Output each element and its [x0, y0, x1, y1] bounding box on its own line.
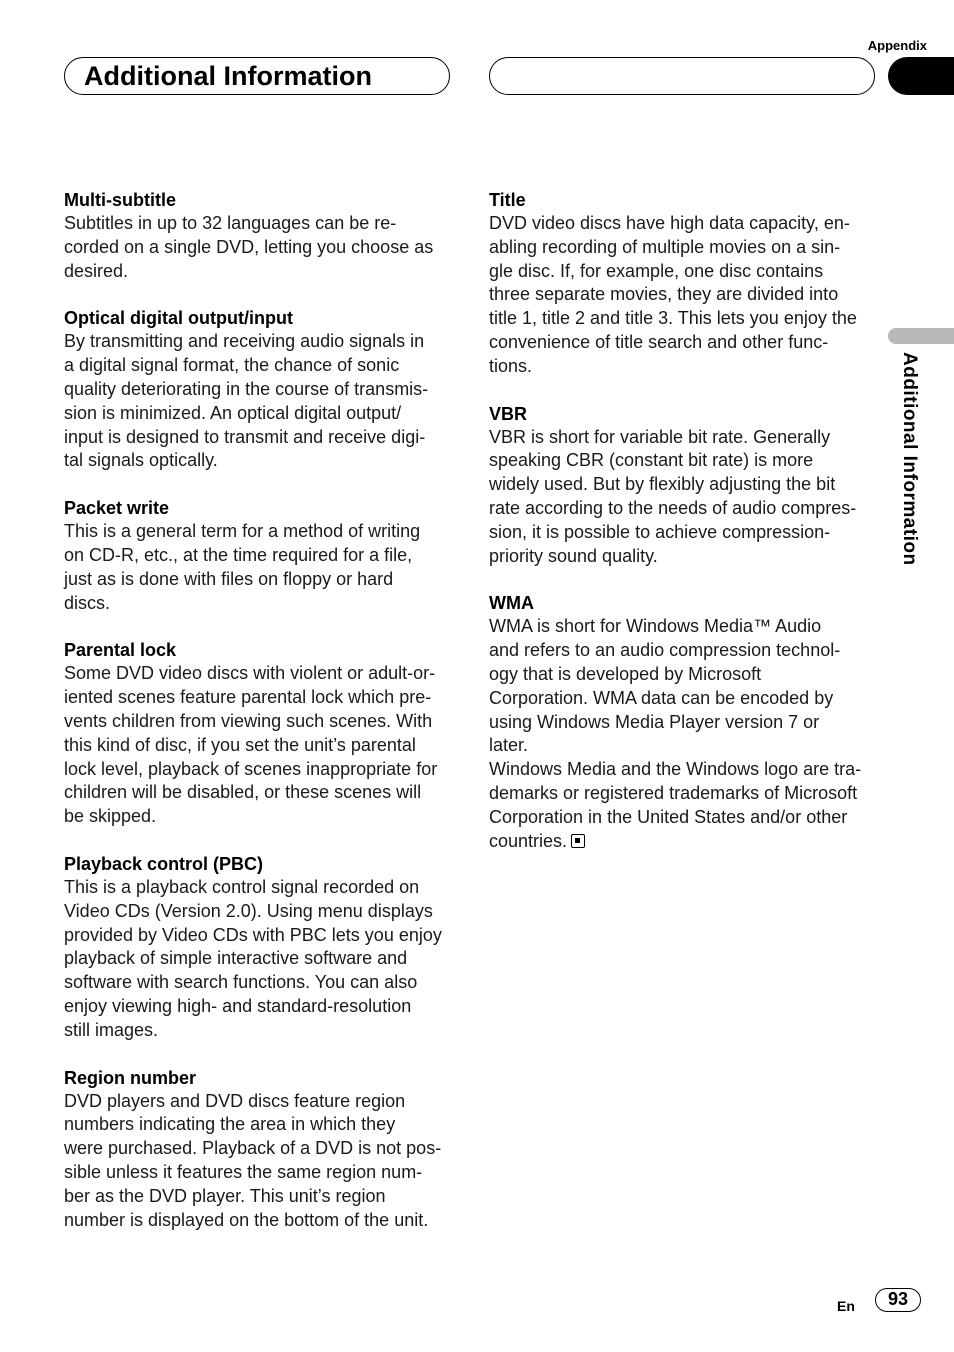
left-column	[64, 188, 456, 1255]
glossary-entry	[64, 1066, 456, 1233]
entry-heading: VBR	[489, 403, 528, 424]
glossary-entry	[64, 638, 456, 829]
glossary-entry	[64, 306, 456, 473]
page-title: Additional Information	[84, 61, 372, 91]
entry-body: DVD players and DVD discs feature region numbers indicating the area in which they were purchased. Playback of a DVD is not pos- sible unless it features the same region num- ber as the DVD player. This unit’s region number is displayed on the bottom of the unit.	[64, 1090, 442, 1230]
appendix-label: Appendix	[867, 38, 927, 53]
entry-body-trademark	[489, 758, 881, 853]
trademark-text: Windows Media and the Windows logo are tra- demarks or registered trademarks of Microsoft Corporation in the United States and/or other countries.	[489, 759, 862, 851]
entry-heading: Title	[489, 190, 526, 210]
title-frame-right	[489, 57, 875, 95]
entry-body: VBR is short for variable bit rate. Generally speaking CBR (constant bit rate) is more widely used. But by flexibly adjusting the bit rate according to the needs of audio compres- sion, it is possible to achieve compression- priority sound quality.	[489, 426, 857, 566]
entry-heading: Optical digital output/input	[64, 308, 293, 329]
section-tab	[888, 57, 954, 95]
entry-heading: WMA	[489, 593, 534, 614]
glossary-entry	[64, 496, 456, 615]
glossary-entry	[489, 591, 881, 853]
entry-heading: Playback control (PBC)	[64, 853, 264, 874]
entry-body: By transmitting and receiving audio signals in a digital signal format, the chance of sonic quality deteriorating in the course of transmis- sion is minimized. An optical digital output/ input is designed to transmit and receive digi- tal signals optically.	[64, 331, 429, 471]
glossary-entry	[64, 188, 456, 283]
entry-heading: Multi-subtitle	[64, 190, 176, 210]
language-label: En	[837, 1298, 855, 1314]
glossary-entry	[489, 188, 881, 379]
entry-heading: Region number	[64, 1067, 197, 1088]
entry-body: Some DVD video discs with violent or adult-or- iented scenes feature parental lock which pre- vents children from viewing such scenes. With this kind of disc, if you set the unit’s parental lock level, playback of scenes inappropriate for children will be disabled, or these scenes will be skipped.	[64, 663, 438, 827]
entry-heading: Packet write	[64, 498, 170, 519]
entry-body: Subtitles in up to 32 languages can be re- corded on a single DVD, letting you choose as desired.	[64, 213, 434, 281]
glossary-entry	[489, 402, 881, 569]
side-tab-label: Additional Information	[899, 352, 920, 566]
entry-body: WMA is short for Windows Media™ Audio and refers to an audio compression technol- ogy that is developed by Microsoft Corporation. WMA data can be encoded by using Windows Media Player version 7 or later.	[489, 616, 841, 756]
glossary-entry	[64, 852, 456, 1043]
end-mark-icon	[571, 834, 585, 848]
entry-heading: Parental lock	[64, 640, 177, 661]
side-tab-marker	[888, 328, 954, 344]
entry-body: This is a playback control signal recorded on Video CDs (Version 2.0). Using menu displays provided by Video CDs with PBC lets you enjoy playback of simple interactive software and software with search functions. You can also enjoy viewing high- and standard-resolution still images.	[64, 876, 442, 1040]
entry-body: DVD video discs have high data capacity, en- abling recording of multiple movies on a sin- gle disc. If, for example, one disc contains three separate movies, they are divided into title 1, title 2 and title 3. This lets you enjoy the convenience of title search and other func- tions.	[489, 213, 857, 376]
page-number: 93	[875, 1288, 921, 1312]
right-column	[489, 188, 881, 876]
entry-body: This is a general term for a method of writing on CD-R, etc., at the time required for a file, just as is done with files on floppy or hard discs.	[64, 521, 421, 613]
